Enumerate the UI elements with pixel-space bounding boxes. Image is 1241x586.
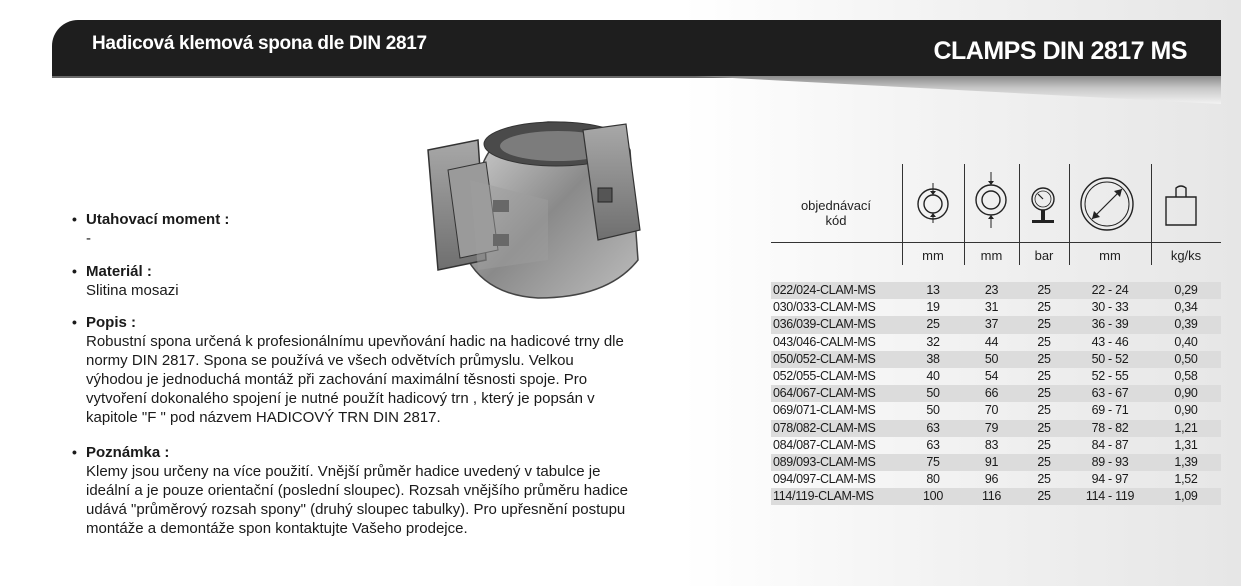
table-cell: 63 [926,437,940,452]
table-row [771,471,1221,488]
table-cell: 0,40 [1174,334,1198,349]
table-cell: 1,31 [1174,437,1198,452]
table-cell: 37 [984,317,999,332]
table-cell: 25 [1037,351,1051,366]
unit-label: mm [1099,248,1121,263]
order-code-cell: 050/052-CLAM-MS [773,351,876,366]
clamp-photo [408,110,658,302]
table-cell: 100 [923,489,943,504]
table-cell: 1,21 [1174,420,1198,435]
table-cell: 83 [984,437,999,452]
table-cell: 25 [1037,368,1051,383]
table-cell: 22 - 24 [1091,283,1129,297]
table-cell: 0,34 [1174,300,1198,315]
table-cell: 43 - 46 [1091,334,1129,349]
unit-label: mm [922,248,944,263]
table-cell: 1,09 [1174,489,1198,504]
table-cell: 25 [926,317,940,332]
table-cell: 19 [926,300,940,315]
description-line: Robustní spona určená k profesionálnímu upevňování hadic na hadicové trny dle [86,333,624,350]
pressure-gauge-icon [1028,186,1058,228]
table-header [771,164,1221,263]
table-cell: 0,58 [1174,368,1198,383]
table-cell: 54 [984,368,999,383]
header-rule [771,242,1221,243]
table-row [771,385,1221,402]
table-cell: 0,90 [1174,386,1198,401]
table-cell: 1,39 [1174,454,1198,469]
table-cell: 1,52 [1174,472,1198,487]
table-cell: 0,50 [1174,351,1198,366]
table-cell: 66 [984,386,999,401]
weight-icon [1163,182,1199,228]
description-heading: • Popis : [72,313,624,332]
table-cell: 50 [984,351,999,366]
note-line: montáže a demontáže spon kontaktujte Vašeho prodejce. [86,520,468,537]
table-cell: 75 [926,454,940,469]
table-cell: 80 [926,472,940,487]
table-row [771,299,1221,316]
table-cell: 84 - 87 [1091,437,1129,452]
order-code-cell: 036/039-CLAM-MS [773,317,876,332]
table-cell: 25 [1037,386,1051,401]
description-line: kapitole "F " pod názvem HADICOVÝ TRN DIN 2817. [86,409,441,426]
table-cell: 96 [984,472,999,487]
table-cell: 94 - 97 [1091,472,1129,487]
table-cell: 79 [984,420,999,435]
table-cell: 70 [984,403,999,418]
diameter-range-icon [1076,176,1138,232]
table-cell: 69 - 71 [1091,403,1129,418]
order-code-cell: 069/071-CLAM-MS [773,403,876,418]
unit-label: kg/ks [1170,248,1202,263]
note-line: udává "průměrový rozsah spony" (druhý sloupec tabulky). Pro upřesnění postupu [86,501,626,518]
inner-diameter-icon [915,181,951,225]
code-column-label: objednávací kód [800,198,872,228]
page-title-en: CLAMPS DIN 2817 MS [933,37,1187,65]
table-cell: 25 [1037,489,1051,504]
description-line: výhodou je jednoduchá montáž při zachování maximální těsnosti spoje. Pro [86,371,588,388]
table-cell: 116 [981,489,1002,504]
note-line: Klemy jsou určeny na více použití. Vnější průměr hadice uvedený v tabulce je [86,463,601,480]
table-cell: 25 [1037,300,1051,315]
page-title-cz: Hadicová klemová spona dle DIN 2817 [92,33,427,54]
torque-heading: • Utahovací moment : [72,210,229,229]
table-cell: 13 [926,283,940,297]
table-row [771,351,1221,368]
table-cell: 50 [926,386,940,401]
table-cell: 50 [926,403,940,418]
table-cell: 30 - 33 [1091,300,1129,315]
table-cell: 52 - 55 [1091,368,1129,383]
table-cell: 63 - 67 [1091,386,1129,401]
table-cell: 89 - 93 [1091,454,1129,469]
order-code-cell: 089/093-CLAM-MS [773,454,876,469]
table-cell: 31 [984,300,999,315]
material-section [72,262,179,300]
order-code-cell: 094/097-CLAM-MS [773,472,876,487]
table-cell: 25 [1037,317,1051,332]
table-cell: 25 [1037,472,1051,487]
table-cell: 63 [926,420,940,435]
table-cell: 25 [1037,437,1051,452]
description-section [72,313,624,427]
table-cell: 25 [1037,454,1051,469]
order-code-cell: 022/024-CLAM-MS [773,283,876,297]
note-section [72,443,628,538]
table-row [771,368,1221,385]
table-cell: 78 - 82 [1091,420,1129,435]
table-row [771,420,1221,437]
order-code-cell: 064/067-CLAM-MS [773,386,876,401]
table-cell: 25 [1037,283,1051,297]
table-row [771,402,1221,419]
table-cell: 32 [926,334,940,349]
table-row [771,282,1221,299]
table-cell: 23 [984,283,999,297]
table-cell: 25 [1037,334,1051,349]
description-line: normy DIN 2817. Spona se používá ve všech odvětvích průmyslu. Velkou [86,352,574,369]
table-row [771,454,1221,471]
material-heading: • Materiál : [72,262,179,281]
torque-section [72,210,229,248]
table-cell: 0,29 [1174,283,1198,297]
table-body [771,282,1221,505]
table-cell: 25 [1037,420,1051,435]
table-cell: 38 [926,351,940,366]
table-row [771,316,1221,333]
unit-label: mm [980,248,1003,263]
description-line: vytvoření dokonalého spojení je nutné použít hadicový trn , který je popsán v [86,390,595,407]
order-code-cell: 052/055-CLAM-MS [773,368,876,383]
header-shade [52,76,1221,104]
torque-value: - [86,230,91,247]
outer-diameter-icon [973,170,1009,230]
table-cell: 0,90 [1174,403,1198,418]
table-row [771,488,1221,505]
table-cell: 36 - 39 [1091,317,1129,332]
table-cell: 40 [926,368,940,383]
table-row [771,437,1221,454]
table-cell: 50 - 52 [1091,351,1129,366]
table-cell: 0,39 [1174,317,1198,332]
table-row [771,334,1221,351]
order-code-cell: 078/082-CLAM-MS [773,420,876,435]
material-value: Slitina mosazi [86,282,179,299]
note-heading: • Poznámka : [72,443,628,462]
order-code-cell: 043/046-CALM-MS [773,334,876,349]
unit-label: bar [1034,248,1054,263]
order-code-cell: 030/033-CLAM-MS [773,300,876,315]
note-line: ideální a je pouze orientační (poslední sloupec). Rozsah vnějšího průměru hadice [86,482,628,499]
table-cell: 114 - 119 [1085,489,1135,504]
table-cell: 91 [984,454,999,469]
table-cell: 25 [1037,403,1051,418]
order-code-cell: 084/087-CLAM-MS [773,437,876,452]
table-cell: 44 [984,334,999,349]
order-code-cell: 114/119-CLAM-MS [773,489,874,504]
